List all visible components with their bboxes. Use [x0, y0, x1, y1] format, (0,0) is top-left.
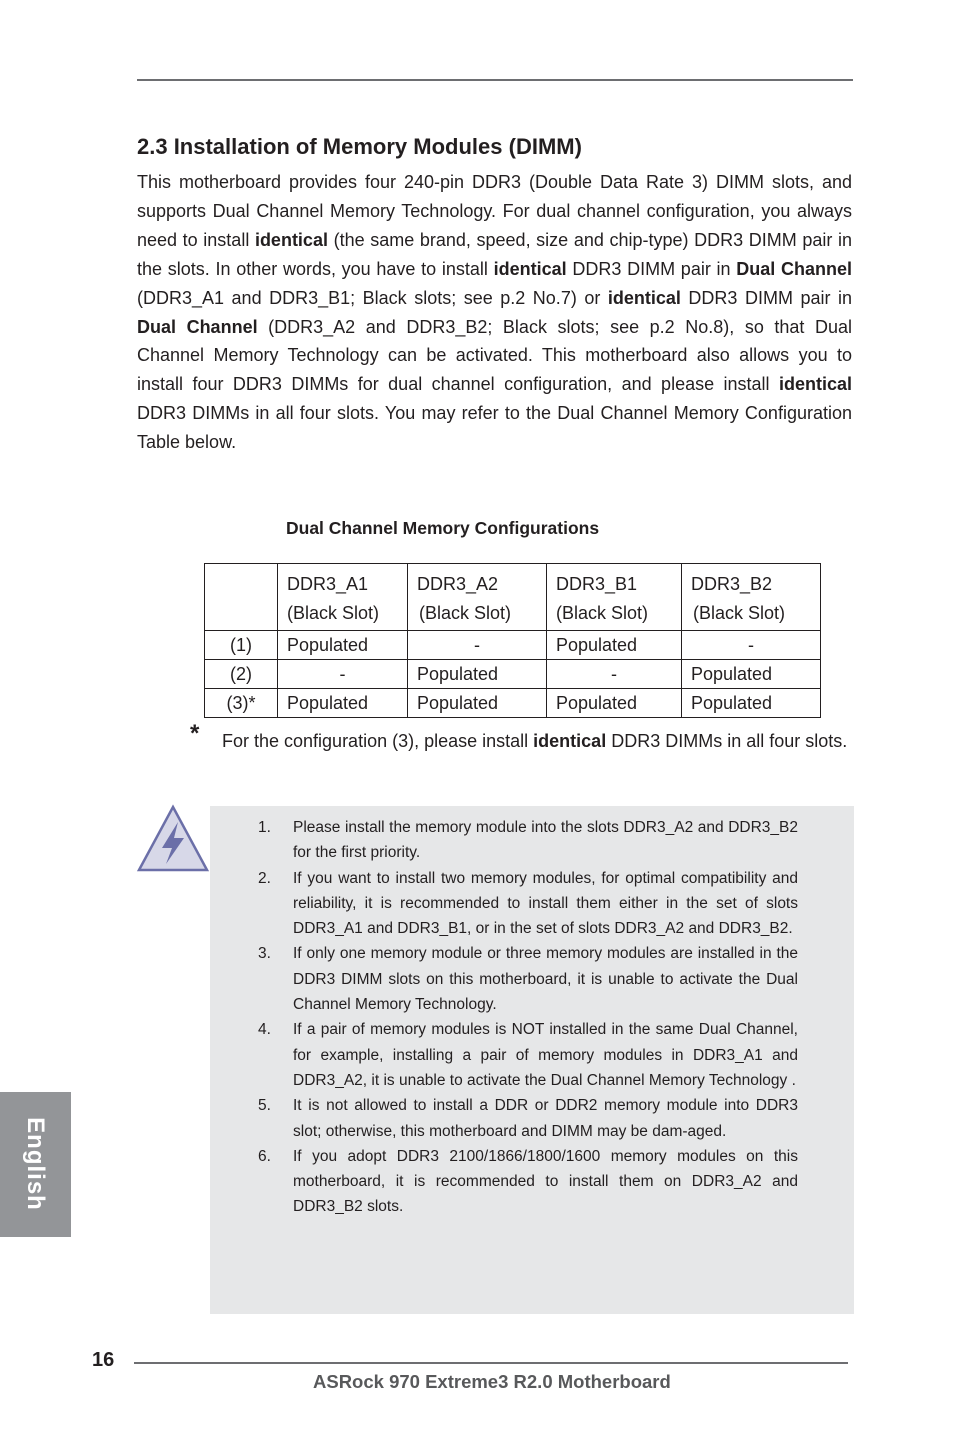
table-cell: Populated: [547, 689, 682, 718]
intro-paragraph: This motherboard provides four 240-pin DDR3 (Double Data Rate 3) DIMM slots, and supports Dual Channel Memory Technology. For dual channel configuration, you always need to install identical (the same brand, speed, size and chip-type) DDR3 DIMM pair in the slots. In other words, you have to install identical DDR3 DIMM pair in Dual Channel (DDR3_A1 and DDR3_B1; Black slots; see p.2 No.7) or identical DDR3 DIMM pair in Dual Channel (DDR3_A2 and DDR3_B2; Black slots; see p.2 No.8), so that Dual Channel Memory Technology can be activated. This motherboard also allows you to install four DDR3 DIMMs for dual channel configuration, and please install identical DDR3 DIMMs in all four slots. You may refer to the Dual Channel Memory Configuration Table below.: [137, 172, 853, 453]
language-tab-label: English: [22, 1117, 49, 1211]
row-label: (2): [205, 660, 278, 689]
table-cell: Populated: [278, 689, 408, 718]
list-item: 5. It is not allowed to install a DDR or DDR2 memory module into DDR3 slot; otherwise, this motherboard and DIMM may be dam-aged.: [258, 1097, 798, 1140]
table-header-row: [205, 564, 821, 631]
table-cell: Populated: [408, 660, 547, 689]
table-title: Dual Channel Memory Configurations: [286, 518, 600, 538]
list-item: 1. Please install the memory module into the slots DDR3_A2 and DDR3_B2 for the first priority.: [258, 819, 798, 862]
footer-rule: [134, 1362, 848, 1364]
table-row: [205, 660, 821, 689]
section-title: 2.3 Installation of Memory Modules (DIMM): [137, 134, 582, 159]
table-cell: -: [682, 631, 821, 660]
list-item: 2. If you want to install two memory modules, for optimal compatibility and reliability, it is recommended to install them either in the set of slots DDR3_A1 and DDR3_B1, or in the set of slots DDR3_A2 and DDR3_B2.: [258, 869, 798, 938]
row-label: (3)*: [205, 689, 278, 718]
table-header-cell: DDR3_A2 (Black Slot): [408, 564, 547, 631]
page-number: 16: [92, 1349, 115, 1371]
footnote-marker: *: [190, 720, 200, 747]
list-item: 4. If a pair of memory modules is NOT installed in the same Dual Channel, for example, installing a pair of memory modules in DDR3_A1 and DDR3_A2, it is unable to activate the Dual Channel Memory Technology .: [258, 1021, 798, 1089]
table-cell: Populated: [682, 689, 821, 718]
memory-config-table: [204, 563, 821, 718]
table-row: [205, 689, 821, 718]
row-label: (1): [205, 631, 278, 660]
list-item: 3. If only one memory module or three memory modules are installed in the DDR3 DIMM slots on this motherboard, it is unable to activate the Dual Channel Memory Technology.: [258, 945, 798, 1014]
table-cell: Populated: [408, 689, 547, 718]
table-cell: -: [408, 631, 547, 660]
table-header-cell: DDR3_B2 (Black Slot): [682, 564, 821, 631]
table-cell: Populated: [547, 631, 682, 660]
footer-product: ASRock 970 Extreme3 R2.0 Motherboard: [313, 1371, 671, 1392]
table-cell: -: [547, 660, 682, 689]
table-cell: Populated: [278, 631, 408, 660]
warning-lightning-icon: [136, 804, 210, 874]
notes-list: [258, 815, 798, 1220]
table-cell: -: [278, 660, 408, 689]
language-tab: [0, 1092, 71, 1237]
table-header-cell: DDR3_B1 (Black Slot): [547, 564, 682, 631]
header-rule: [137, 79, 853, 81]
table-row: [205, 631, 821, 660]
list-item: 6. If you adopt DDR3 2100/1866/1800/1600 memory modules on this motherboard, it is recommended to install them on DDR3_A2 and DDR3_B2 slots.: [258, 1147, 798, 1216]
table-cell: Populated: [682, 660, 821, 689]
footnote-text: For the configuration (3), please install identical DDR3 DIMMs in all four slots.: [222, 731, 848, 751]
table-corner-cell: [205, 564, 278, 631]
table-header-cell: DDR3_A1 (Black Slot): [278, 564, 408, 631]
